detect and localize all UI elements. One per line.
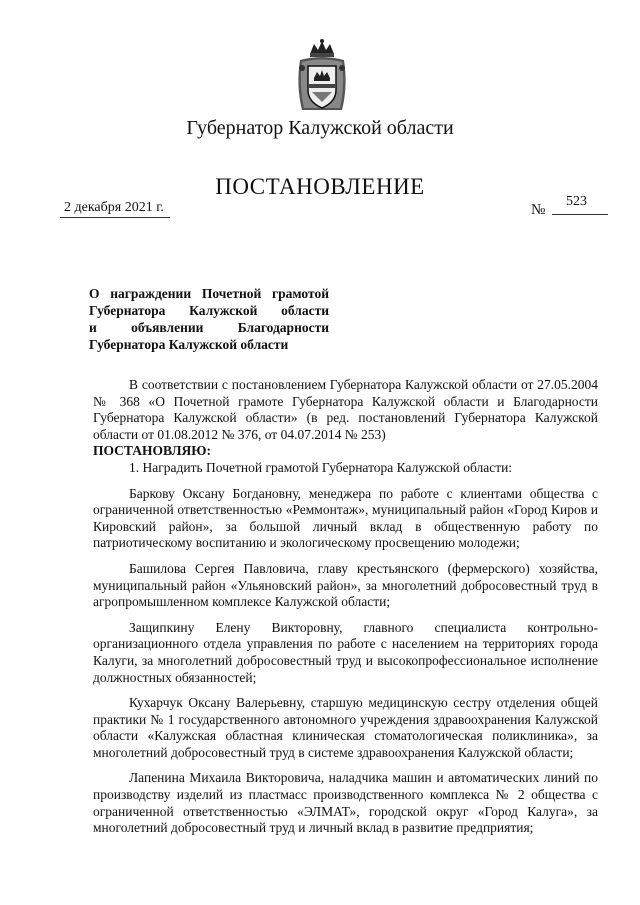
item-1: 1. Наградить Почетной грамотой Губернатора Калужской области: bbox=[129, 459, 513, 475]
subject-line: Губернатора Калужской области bbox=[89, 337, 289, 352]
date-underline bbox=[60, 217, 170, 218]
subject-line: Губернатора Калужской области bbox=[89, 303, 329, 318]
document-type: ПОСТАНОВЛЕНИЕ bbox=[215, 174, 425, 199]
document-date: 2 декабря 2021 г. bbox=[64, 200, 164, 215]
document-subject bbox=[89, 285, 329, 353]
awardee-paragraph: Кухарчук Оксану Валерьевну, старшую медицинскую сестру отделения общей практики № 1 государственного автономного учреждения здравоохранения Калужской области «Калужская областная клиническая стоматологическая поликлиника», за многолетний добросовестный труд в системе здравоохранения Калужской области; bbox=[93, 695, 598, 760]
number-underline bbox=[552, 214, 608, 215]
awardee-paragraph: Баркову Оксану Богдановну, менеджера по работе с клиентами общества с ограниченной ответственностью «Реммонтаж», муниципальный район «Город Киров и Кировский район», за большой личный вклад в общественную работу по патриотическому воспитанию и экологическому просвещению молодежи; bbox=[93, 485, 598, 551]
awardee-paragraph: Лапенина Михаила Викторовича, наладчика машин и автоматических линий по производству изделий из пластмасс производственного комплекса № 2 общества с ограниченной ответственностью «ЭЛМАТ», городской округ «Город Калуга», за многолетний добросовестный труд и личный вклад в развитие предприятия; bbox=[93, 770, 598, 836]
awardee-paragraph: Башилова Сергея Павловича, главу крестьянского (фермерского) хозяйства, муниципальный район «Ульяновский район», за многолетний добросовестный труд в агропромышленном комплексе Калужской области; bbox=[93, 560, 598, 610]
subject-line: О награждении Почетной грамотой bbox=[89, 286, 329, 301]
preamble-paragraph: В соответствии с постановлением Губернатора Калужской области от 27.05.2004 № 368 «О Почетной грамоте Губернатора Калужской области и Благодарности Губернатора Калужской области» (в ред. постановлений Губернатора Калужской области от 01.08.2012 № 376, от 04.07.2014 № 253) bbox=[93, 377, 598, 442]
resolve-heading: ПОСТАНОВЛЯЮ: bbox=[93, 443, 211, 459]
document-body bbox=[93, 377, 598, 837]
awardee-paragraph: Защипкину Елену Викторовну, главного специалиста контрольно-организационного отдела управления по работе с населением на территориях города Калуги, за многолетний добросовестный труд и высокопрофессиональное исполнение должностных обязанностей; bbox=[93, 619, 598, 685]
subject-line: и объявлении Благодарности bbox=[89, 320, 329, 335]
document-number: 523 bbox=[566, 194, 587, 209]
coat-of-arms-icon bbox=[292, 38, 352, 118]
number-label: № bbox=[531, 202, 546, 218]
authority-title: Губернатор Калужской области bbox=[186, 117, 454, 139]
